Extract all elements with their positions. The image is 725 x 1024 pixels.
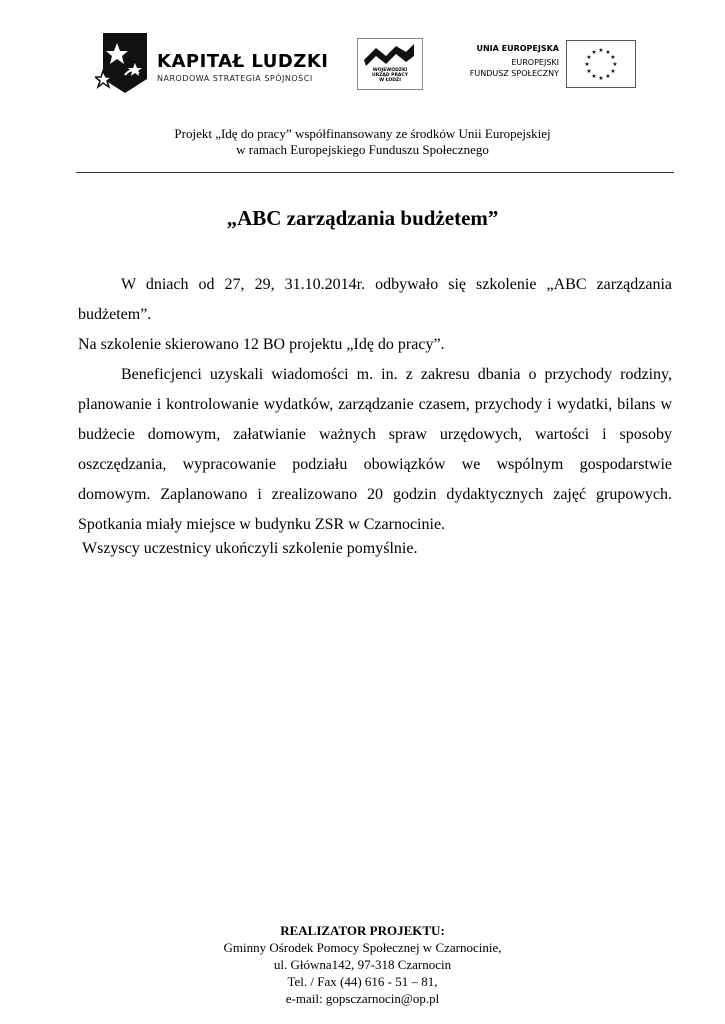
paragraph-participants: Na szkolenie skierowano 12 BO projektu „Idę do pracy”. [78, 336, 445, 353]
eu-flag-icon [566, 40, 636, 88]
wup-text [358, 68, 422, 83]
project-header-line1: Projekt „Idę do pracy” współfinansowany ze środków Unii Europejskiej [174, 126, 551, 141]
svg-text:★: ★ [605, 73, 611, 80]
svg-text:★: ★ [591, 49, 597, 56]
paragraph-completion: Wszyscy uczestnicy ukończyli szkolenie pomyślnie. [82, 540, 418, 557]
project-header [0, 126, 725, 158]
footer-realizator [0, 922, 725, 1007]
eu-line3: FUNDUSZ SPOŁECZNY [469, 69, 559, 78]
wup-line2: URZĄD PRACY [372, 73, 408, 78]
svg-text:★: ★ [598, 47, 604, 54]
wup-line3: W ŁODZI [379, 78, 401, 83]
footer-line3: Tel. / Fax (44) 616 - 51 – 81, [287, 974, 438, 989]
footer-line2: ul. Główna142, 97-318 Czarnocin [273, 957, 452, 972]
svg-text:★: ★ [584, 61, 590, 68]
eu-line2: EUROPEJSKI [511, 58, 559, 67]
footer-line4: e-mail: gopsczarnocin@op.pl [285, 991, 440, 1006]
kapital-ludzki-logo [95, 25, 330, 105]
svg-text:★: ★ [598, 75, 604, 82]
svg-text:★: ★ [591, 73, 597, 80]
svg-text:★: ★ [612, 61, 618, 68]
kapital-ludzki-emblem-icon [95, 29, 155, 99]
kapital-ludzki-subtitle: NARODOWA STRATEGIA SPÓJNOŚCI [157, 74, 313, 83]
paragraph-training-dates: W dniach od 27, 29, 31.10.2014r. odbywało się szkolenie „ABC zarządzania budżetem”. [78, 276, 672, 323]
footer-heading: REALIZATOR PROJEKTU: [280, 923, 445, 938]
paragraph-topics: Beneficjenci uzyskali wiadomości m. in. z zakresu dbania o przychody rodziny, planowanie i kontrolowanie wydatków, zarządzanie czasem, przychody i wydatki, bilans w budżecie domowym, załatwianie ważnych spraw urzędowych, wartości i sposoby oszczędzania, wypracowanie podziału obowiązków we wspólnym gospodarstwie domowym. Zaplanowano i zrealizowano 20 godzin dydaktycznych zajęć grupowych. Spotkania miały miejsce w budynku ZSR w Czarnocinie. [78, 366, 672, 533]
svg-text:★: ★ [605, 49, 611, 56]
document-title: „ABC zarządzania budżetem” [226, 206, 499, 230]
kapital-ludzki-title: KAPITAŁ LUDZKI [157, 51, 329, 72]
header-divider [76, 172, 674, 173]
project-header-line2: w ramach Europejskiego Funduszu Społecznego [236, 142, 489, 157]
svg-text:★: ★ [586, 54, 592, 61]
wup-arrows-icon [362, 42, 418, 68]
eu-logo [462, 40, 637, 95]
wup-logo [357, 38, 423, 90]
eu-line1: UNIA EUROPEJSKA [476, 44, 559, 53]
svg-text:★: ★ [610, 54, 616, 61]
wup-line1: WOJEWÓDZKI [372, 68, 408, 73]
svg-text:★: ★ [610, 68, 616, 75]
svg-text:★: ★ [586, 68, 592, 75]
footer-line1: Gminny Ośrodek Pomocy Społecznej w Czarnocinie, [223, 940, 502, 955]
